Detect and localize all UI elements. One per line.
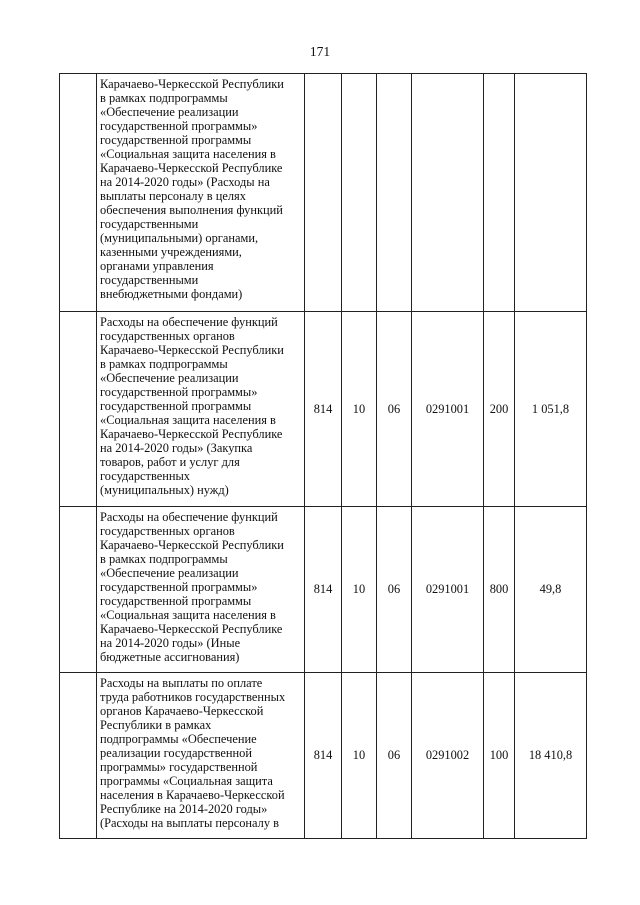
- description-line: казенными учреждениями,: [100, 245, 242, 259]
- section-code-cell: 10: [342, 673, 377, 839]
- subsection-code-cell: 06: [377, 673, 412, 839]
- description-line: Карачаево-Черкесской Республике: [100, 161, 283, 175]
- description-line: бюджетные ассигнования): [100, 650, 240, 664]
- target-code-cell: 0291002: [412, 673, 484, 839]
- table-row: [60, 507, 587, 673]
- description-line: Республике на 2014-2020 годы»: [100, 802, 268, 816]
- description-line: (муниципальными) органами,: [100, 231, 259, 245]
- table-row: [60, 673, 587, 839]
- description-line: государственной программы»: [100, 385, 258, 399]
- row-number-cell: [60, 312, 97, 507]
- description-line: на 2014-2020 годы» (Расходы на: [100, 175, 270, 189]
- table-row: [60, 312, 587, 507]
- budget-table: [59, 73, 587, 839]
- amount-cell: [515, 74, 587, 312]
- section-code-cell: 10: [342, 507, 377, 673]
- target-code-cell: [412, 74, 484, 312]
- description-line: выплаты персоналу в целях: [100, 189, 246, 203]
- description-cell: [97, 507, 305, 673]
- target-code-cell: 0291001: [412, 507, 484, 673]
- description-line: Расходы на обеспечение функций: [100, 510, 278, 524]
- description-cell: [97, 312, 305, 507]
- description-line: в рамках подпрограммы: [100, 357, 228, 371]
- amount-cell: 18 410,8: [515, 673, 587, 839]
- description-line: «Обеспечение реализации: [100, 105, 239, 119]
- description-line: населения в Карачаево-Черкесской: [100, 788, 285, 802]
- subsection-code-cell: 06: [377, 507, 412, 673]
- description-line: в рамках подпрограммы: [100, 552, 228, 566]
- description-line: Карачаево-Черкесской Республике: [100, 427, 283, 441]
- description-line: труда работников государственных: [100, 690, 286, 704]
- description-line: органов Карачаево-Черкесской: [100, 704, 264, 718]
- description-line: Расходы на выплаты по оплате: [100, 676, 263, 690]
- description-line: «Социальная защита населения в: [100, 413, 276, 427]
- subsection-code-cell: 06: [377, 312, 412, 507]
- section-code-cell: 10: [342, 312, 377, 507]
- table-row: [60, 74, 587, 312]
- row-number-cell: [60, 74, 97, 312]
- description-line: государственной программы»: [100, 580, 258, 594]
- expense-type-cell: 100: [484, 673, 515, 839]
- expense-type-cell: 200: [484, 312, 515, 507]
- ministry-code-cell: 814: [305, 673, 342, 839]
- section-code-cell: [342, 74, 377, 312]
- description-line: обеспечения выполнения функций: [100, 203, 283, 217]
- row-number-cell: [60, 507, 97, 673]
- description-line: государственной программы: [100, 399, 252, 413]
- description-line: органами управления: [100, 259, 214, 273]
- description-line: Карачаево-Черкесской Республики: [100, 77, 284, 91]
- description-line: государственной программы»: [100, 119, 258, 133]
- description-cell: [97, 673, 305, 839]
- expense-type-cell: 800: [484, 507, 515, 673]
- amount-cell: 49,8: [515, 507, 587, 673]
- description-line: «Социальная защита населения в: [100, 147, 276, 161]
- description-line: «Обеспечение реализации: [100, 566, 239, 580]
- description-line: подпрограммы «Обеспечение: [100, 732, 257, 746]
- description-line: «Обеспечение реализации: [100, 371, 239, 385]
- ministry-code-cell: [305, 74, 342, 312]
- description-line: внебюджетными фондами): [100, 287, 243, 301]
- description-line: товаров, работ и услуг для: [100, 455, 240, 469]
- description-line: (муниципальных) нужд): [100, 483, 229, 497]
- ministry-code-cell: 814: [305, 507, 342, 673]
- description-line: программы» государственной: [100, 760, 258, 774]
- description-cell: [97, 74, 305, 312]
- description-line: Карачаево-Черкесской Республике: [100, 622, 283, 636]
- description-line: государственных органов: [100, 329, 235, 343]
- description-line: «Социальная защита населения в: [100, 608, 276, 622]
- description-line: государственной программы: [100, 133, 252, 147]
- description-line: государственными: [100, 273, 199, 287]
- amount-cell: 1 051,8: [515, 312, 587, 507]
- page-number: 171: [309, 44, 331, 59]
- ministry-code-cell: 814: [305, 312, 342, 507]
- description-line: Республики в рамках: [100, 718, 212, 732]
- description-line: реализации государственной: [100, 746, 252, 760]
- description-line: (Расходы на выплаты персоналу в: [100, 816, 279, 830]
- description-line: государственных органов: [100, 524, 235, 538]
- description-line: государственными: [100, 217, 199, 231]
- description-line: Карачаево-Черкесской Республики: [100, 343, 284, 357]
- description-line: на 2014-2020 годы» (Закупка: [100, 441, 253, 455]
- description-line: программы «Социальная защита: [100, 774, 273, 788]
- description-line: Карачаево-Черкесской Республики: [100, 538, 284, 552]
- subsection-code-cell: [377, 74, 412, 312]
- expense-type-cell: [484, 74, 515, 312]
- description-line: в рамках подпрограммы: [100, 91, 228, 105]
- description-line: государственных: [100, 469, 191, 483]
- description-line: Расходы на обеспечение функций: [100, 315, 278, 329]
- row-number-cell: [60, 673, 97, 839]
- description-line: на 2014-2020 годы» (Иные: [100, 636, 241, 650]
- description-line: государственной программы: [100, 594, 252, 608]
- target-code-cell: 0291001: [412, 312, 484, 507]
